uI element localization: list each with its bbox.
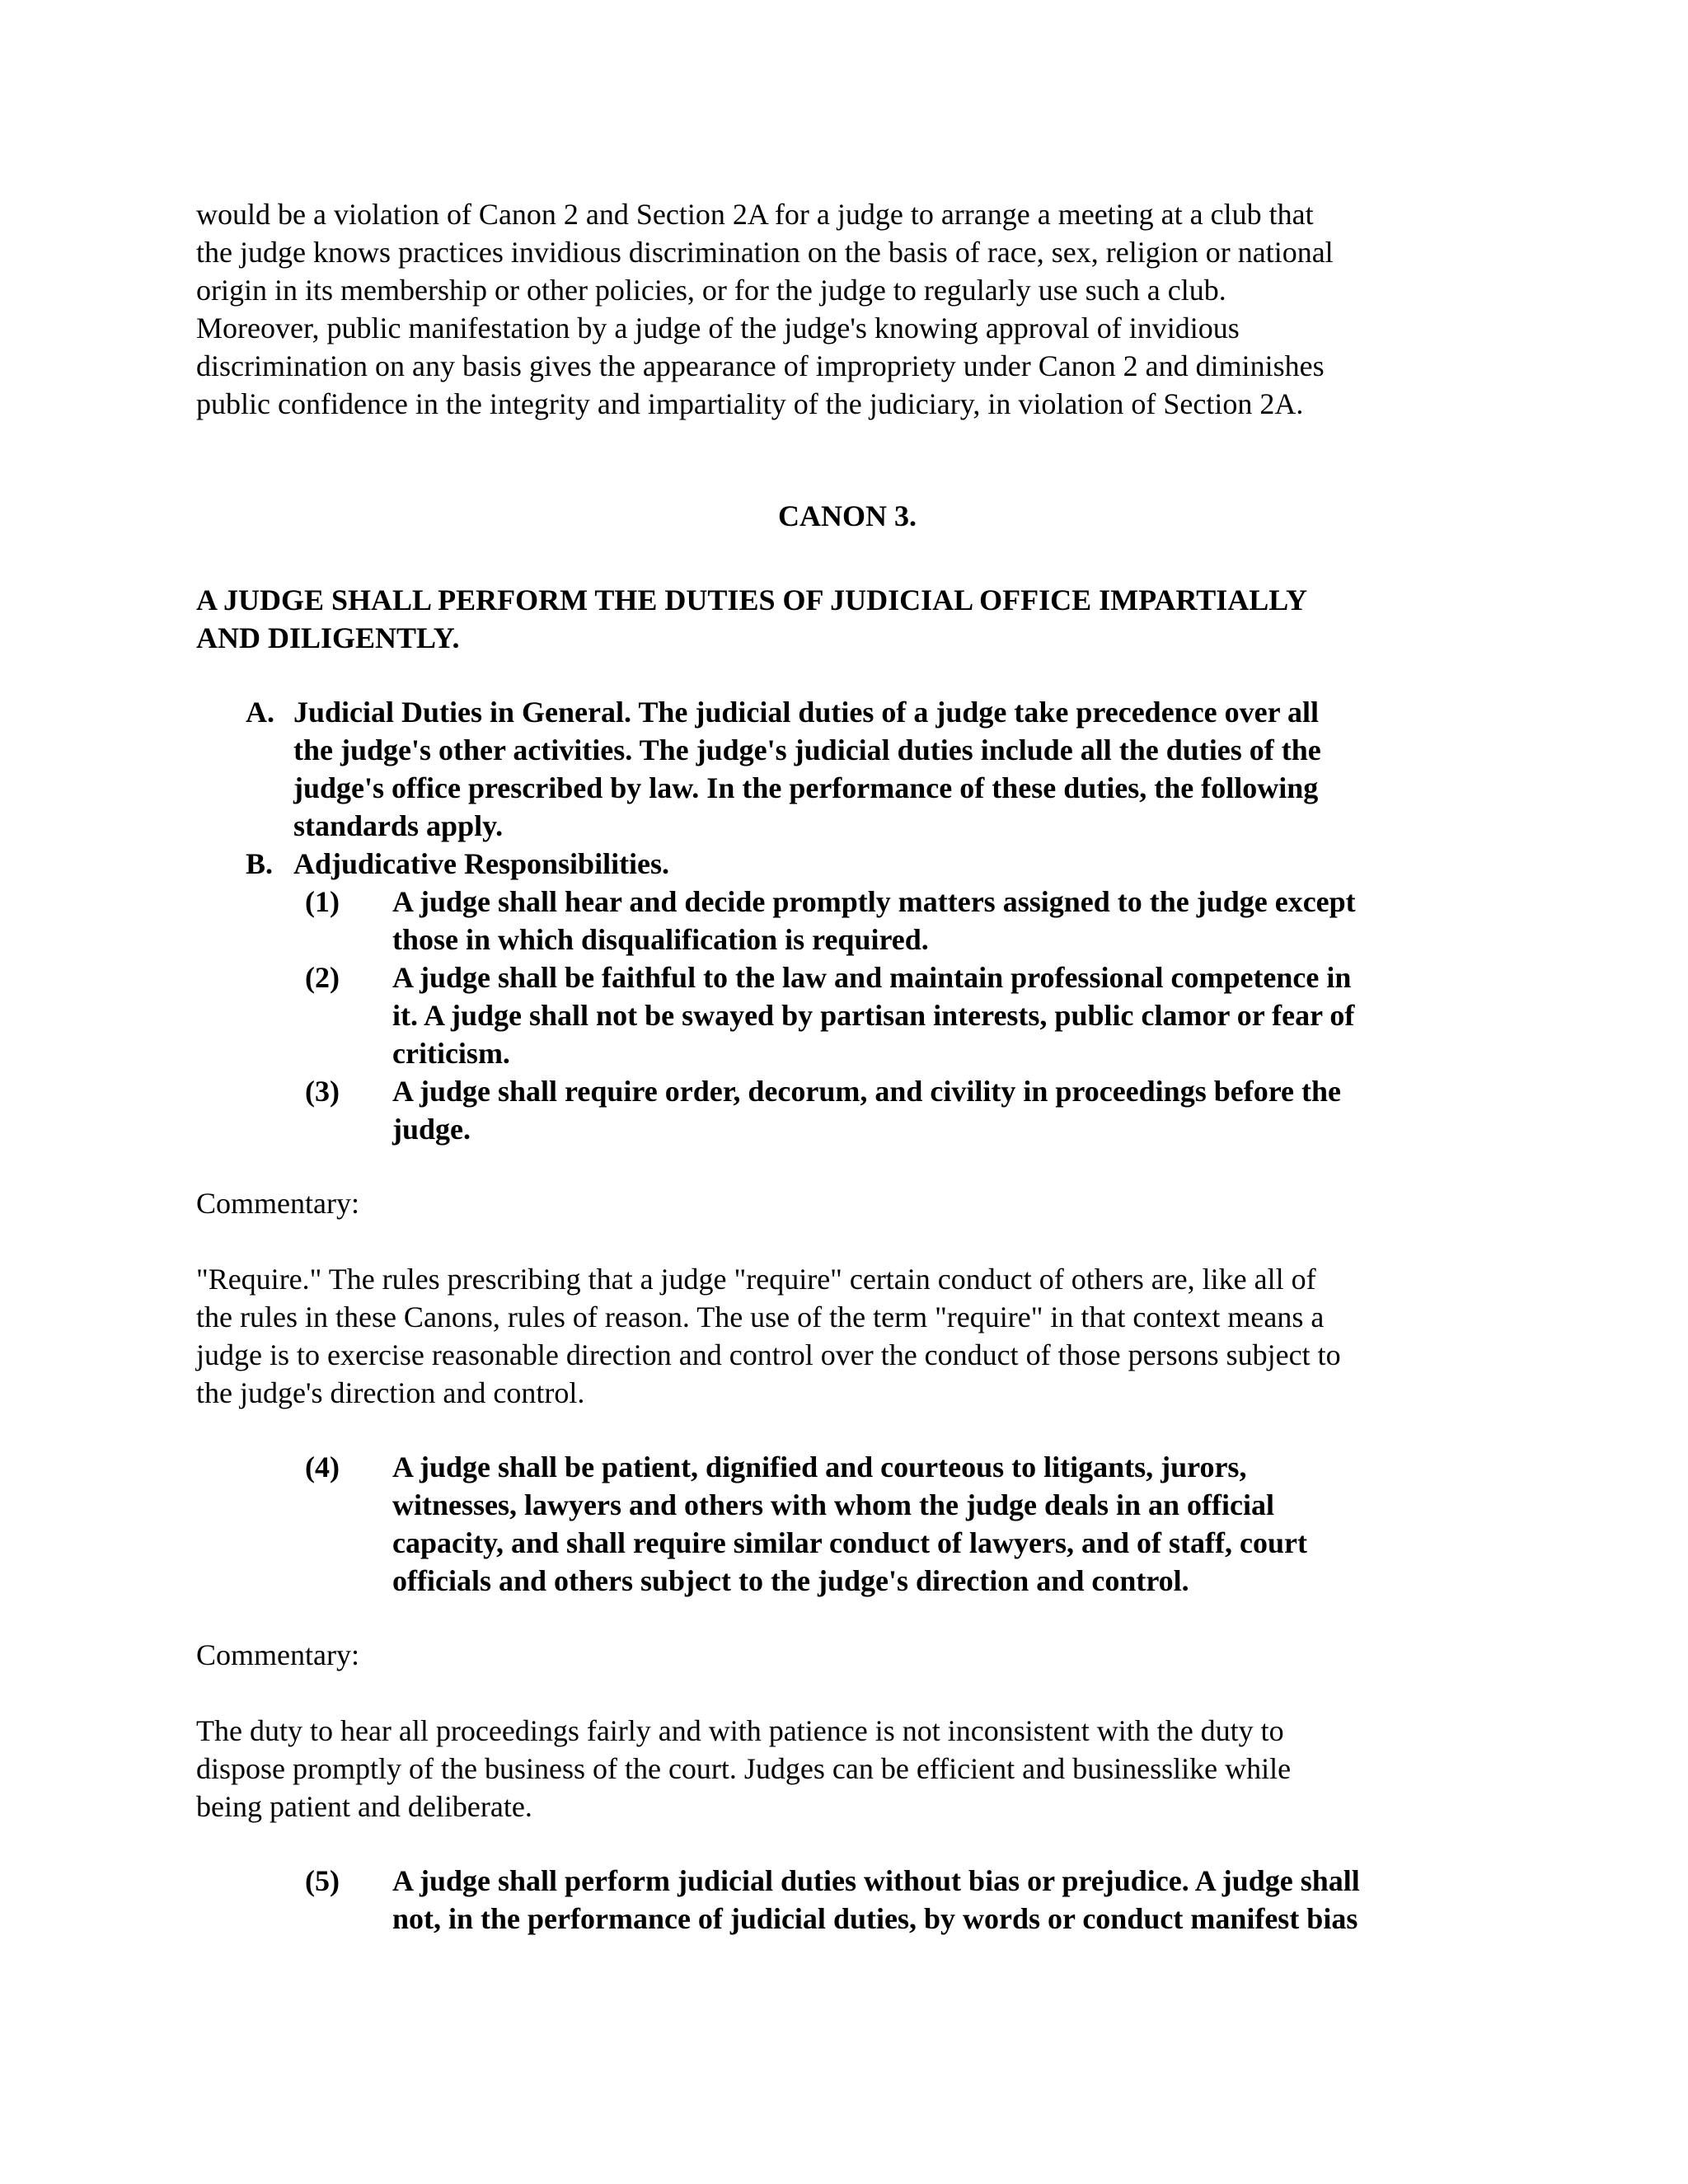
text-line: discrimination on any basis gives the appearance of impropriety under Canon 2 and diminishes [196,349,1325,382]
section-b [196,845,1498,883]
canon-title [196,581,1498,657]
text-line: the judge's direction and control. [196,1376,585,1409]
section-a-line: the judge's other activities. The judge's judicial duties include all the duties of the [293,733,1321,766]
text-line: The duty to hear all proceedings fairly and with patience is not inconsistent with the duty to [196,1714,1284,1747]
item-line: criticism. [392,1037,510,1070]
item-2-marker: (2) [305,961,340,994]
section-a-line: judge's office prescribed by law. In the performance of these duties, the following [293,771,1319,804]
item-4-marker: (4) [305,1451,340,1483]
item-5-marker: (5) [305,1864,340,1897]
text-line: the judge knows practices invidious discrimination on the basis of race, sex, religion or national [196,236,1334,269]
commentary-paragraph [196,1712,1498,1825]
item-line: those in which disqualification is required. [392,923,929,956]
canon-heading: CANON 3. [778,499,917,532]
item-line: it. A judge shall not be swayed by partisan interests, public clamor or fear of [392,999,1355,1032]
item-5 [196,1862,1498,1938]
item-1 [196,883,1498,958]
canon-title-line: AND DILIGENTLY. [196,621,460,654]
canon-title-line: A JUDGE SHALL PERFORM THE DUTIES OF JUDICIAL OFFICE IMPARTIALLY [196,583,1307,616]
text-line: "Require." The rules prescribing that a judge "require" certain conduct of others are, like all of [196,1263,1316,1296]
section-b-marker: B. [246,847,274,880]
item-2 [196,958,1498,1072]
item-1-marker: (1) [305,885,340,918]
text-line: public confidence in the integrity and impartiality of the judiciary, in violation of Section 2A. [196,387,1304,420]
section-a-line: Judicial Duties in General. The judicial duties of a judge take precedence over all [293,696,1319,729]
text-line: judge is to exercise reasonable direction and control over the conduct of those persons subject to [196,1338,1341,1371]
item-line: A judge shall be patient, dignified and courteous to litigants, jurors, [392,1451,1247,1483]
item-line: officials and others subject to the judge's direction and control. [392,1564,1189,1597]
item-line: capacity, and shall require similar conduct of lawyers, and of staff, court [392,1526,1307,1559]
section-a [196,693,1498,845]
item-line: judge. [392,1113,471,1146]
text-line: origin in its membership or other policies, or for the judge to regularly use such a club. [196,274,1226,307]
document-page [196,195,1498,1938]
item-line: A judge shall perform judicial duties without bias or prejudice. A judge shall [392,1864,1360,1897]
commentary-label: Commentary: [196,1638,359,1671]
text-line: Moreover, public manifestation by a judge of the judge's knowing approval of invidious [196,312,1240,344]
intro-paragraph [196,195,1498,423]
item-3 [196,1072,1498,1148]
section-a-marker: A. [246,696,274,729]
item-line: witnesses, lawyers and others with whom the judge deals in an official [392,1488,1275,1521]
item-line: A judge shall be faithful to the law and maintain professional competence in [392,961,1352,994]
item-4 [196,1448,1498,1600]
item-3-marker: (3) [305,1075,340,1108]
text-line: would be a violation of Canon 2 and Section 2A for a judge to arrange a meeting at a club that [196,198,1314,231]
text-line: being patient and deliberate. [196,1790,532,1823]
text-line: the rules in these Canons, rules of reason. The use of the term "require" in that context means a [196,1301,1325,1333]
text-line: dispose promptly of the business of the court. Judges can be efficient and businesslike while [196,1752,1292,1785]
item-line: A judge shall require order, decorum, and civility in proceedings before the [392,1075,1341,1108]
commentary-label: Commentary: [196,1187,359,1220]
commentary-paragraph [196,1260,1498,1412]
item-line: A judge shall hear and decide promptly matters assigned to the judge except [392,885,1356,918]
section-a-line: standards apply. [293,809,504,842]
item-line: not, in the performance of judicial duties, by words or conduct manifest bias [392,1902,1358,1935]
section-b-line: Adjudicative Responsibilities. [293,847,670,880]
